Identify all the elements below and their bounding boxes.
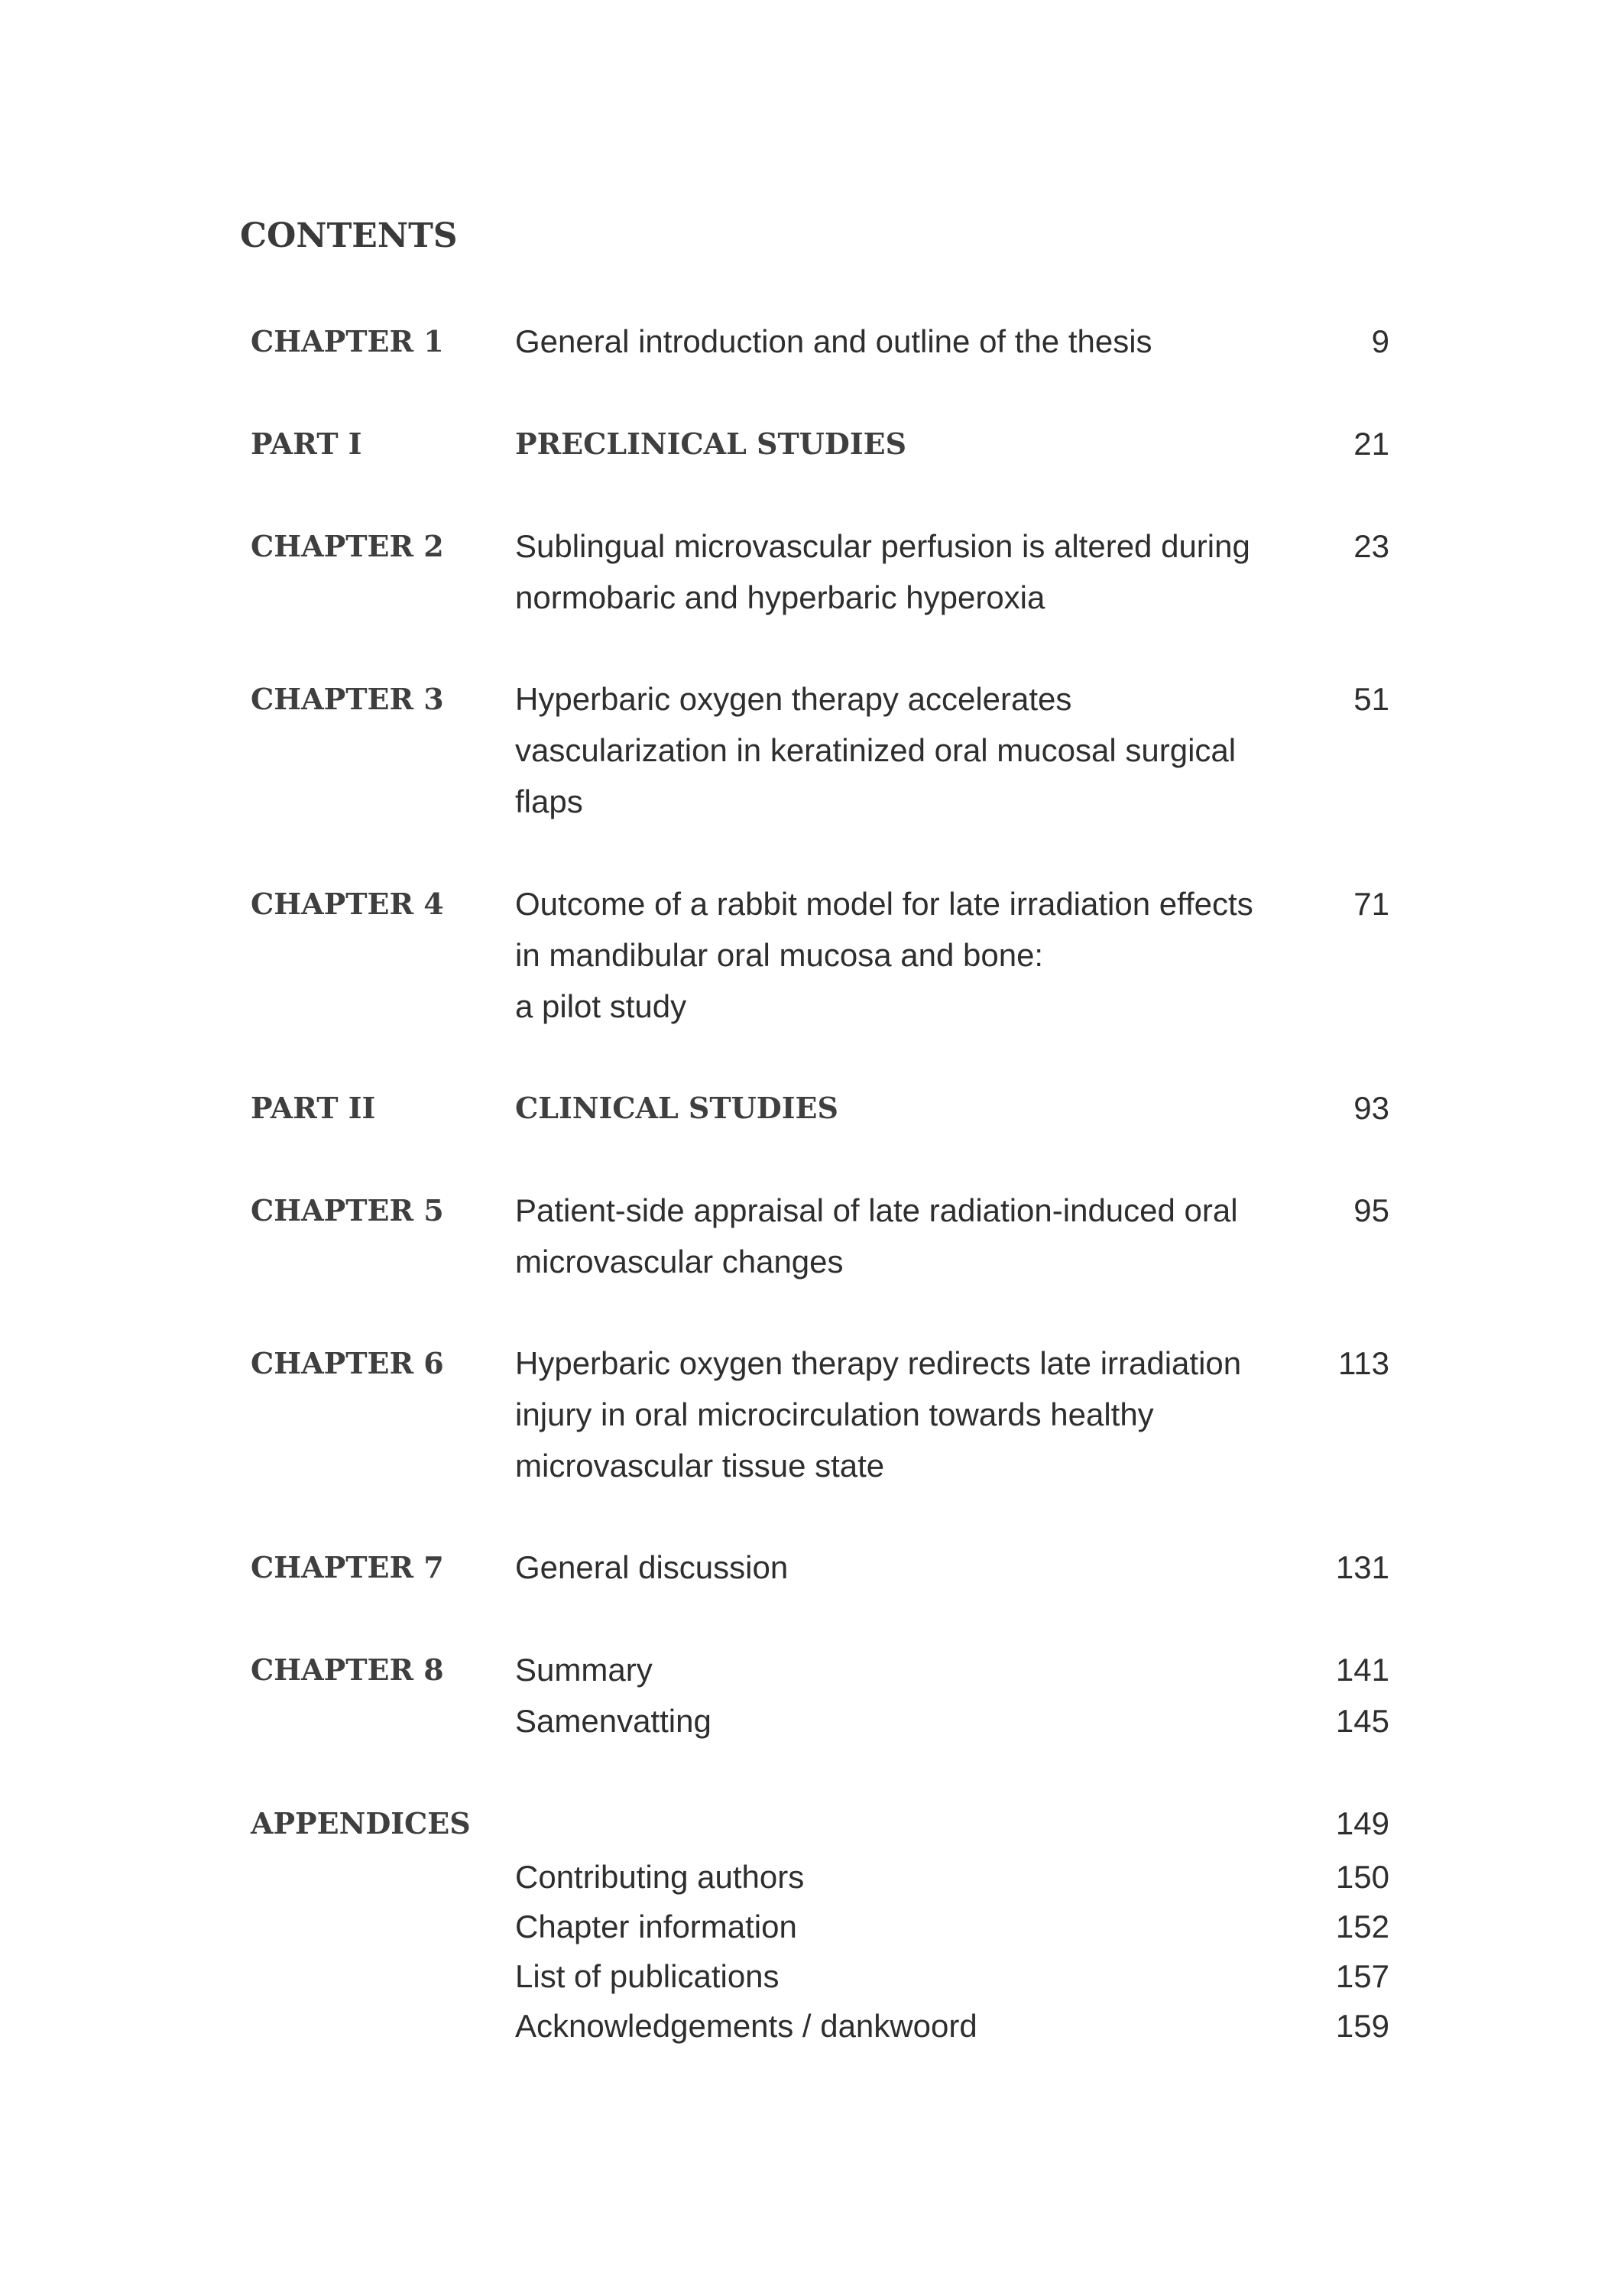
toc-entry-page-number: 95: [1353, 1192, 1389, 1228]
toc-entry-label: APPENDICES: [251, 1806, 471, 1841]
toc-entry-title-line: normobaric and hyperbaric hyperoxia: [515, 579, 1045, 615]
table-of-contents: [251, 0, 1389, 2293]
toc-entry-title-line: CLINICAL STUDIES: [515, 1091, 838, 1125]
toc-entry-title: [515, 1082, 1295, 1134]
toc-entry-title-line: Hyperbaric oxygen therapy accelerates: [515, 681, 1072, 717]
toc-entry-page-number: 23: [1353, 528, 1389, 564]
toc-entry-title-line: General introduction and outline of the thesis: [515, 323, 1152, 359]
toc-entry-label: PART I: [251, 426, 362, 461]
toc-entry-title-line: Hyperbaric oxygen therapy redirects late irradiation: [515, 1345, 1242, 1381]
toc-entry-label: CHAPTER 5: [251, 1193, 444, 1228]
toc-entry-page-number: 131: [1335, 1549, 1389, 1585]
toc-entry-title-line: a pilot study: [515, 988, 687, 1024]
toc-entry-title: [515, 1542, 1295, 1593]
toc-entry-label: PART II: [251, 1091, 376, 1125]
toc-entry-title: [515, 316, 1295, 367]
toc-entry-title: [515, 1185, 1295, 1287]
toc-entry-title-line: Contributing authors: [515, 1859, 805, 1895]
toc-entry-title-line: PRECLINICAL STUDIES: [515, 426, 907, 461]
toc-entry-title-line: flaps: [515, 783, 583, 819]
toc-entry-title-line: Chapter information: [515, 1909, 797, 1944]
toc-entry-title-line: injury in oral microcirculation towards healthy: [515, 1396, 1154, 1432]
toc-entry-page-number: 93: [1353, 1090, 1389, 1126]
toc-entry-title-line: Summary: [515, 1652, 653, 1688]
toc-entry-page-number: 157: [1335, 1958, 1389, 1994]
toc-entry-title: [515, 878, 1295, 1032]
toc-entry-label: CHAPTER 6: [251, 1346, 444, 1380]
toc-entry-title: [515, 1644, 1295, 1695]
toc-entry-title-line: Acknowledgements / dankwoord: [515, 2008, 977, 2044]
toc-entry-title-line: Patient-side appraisal of late radiation-induced oral: [515, 1192, 1238, 1228]
toc-entry-label: CHAPTER 7: [251, 1550, 444, 1584]
toc-entry-title: [515, 673, 1295, 827]
toc-entry-page-number: 141: [1335, 1652, 1389, 1688]
toc-entry-page-number: 71: [1353, 886, 1389, 922]
toc-entry-page-number: 21: [1353, 426, 1389, 462]
toc-entry-label: CHAPTER 1: [251, 324, 444, 358]
toc-entry-title-line: Samenvatting: [515, 1703, 712, 1739]
toc-entry-title-line: General discussion: [515, 1549, 789, 1585]
toc-entry-page-number: 159: [1335, 2008, 1389, 2044]
toc-entry-label: CHAPTER 8: [251, 1652, 444, 1687]
page-title: CONTENTS: [240, 216, 458, 255]
toc-entry-label: CHAPTER 3: [251, 682, 444, 716]
toc-entry-page-number: 9: [1371, 323, 1389, 359]
toc-entry-title: [515, 1338, 1295, 1491]
toc-entry-title-line: microvascular changes: [515, 1244, 844, 1279]
toc-entry-title-line: Sublingual microvascular perfusion is altered during: [515, 528, 1250, 564]
toc-entry-page-number: 113: [1338, 1345, 1389, 1381]
toc-entry-title-line: vascularization in keratinized oral mucosal surgical: [515, 732, 1237, 768]
toc-entry-title: [515, 2000, 1295, 2051]
toc-entry-title-line: microvascular tissue state: [515, 1448, 885, 1484]
toc-entry-title: [515, 521, 1295, 623]
toc-entry-page-number: 152: [1335, 1909, 1389, 1944]
toc-entry-page-number: 51: [1353, 681, 1389, 717]
toc-entry-title: [515, 1901, 1295, 1952]
toc-entry-label: CHAPTER 4: [251, 887, 444, 921]
toc-entry-page-number: 149: [1335, 1805, 1389, 1841]
toc-entry-title: [515, 1695, 1295, 1747]
toc-entry-title: [515, 1851, 1295, 1902]
toc-entry-title-line: List of publications: [515, 1958, 780, 1994]
toc-entry-title-line: Outcome of a rabbit model for late irradiation effects: [515, 886, 1253, 922]
toc-entry-title: [515, 1951, 1295, 2002]
toc-entry-label: CHAPTER 2: [251, 529, 444, 563]
toc-entry-title: [515, 418, 1295, 469]
toc-entry-title-line: in mandibular oral mucosa and bone:: [515, 937, 1044, 973]
toc-entry-page-number: 145: [1335, 1703, 1389, 1739]
toc-entry-page-number: 150: [1335, 1859, 1389, 1895]
